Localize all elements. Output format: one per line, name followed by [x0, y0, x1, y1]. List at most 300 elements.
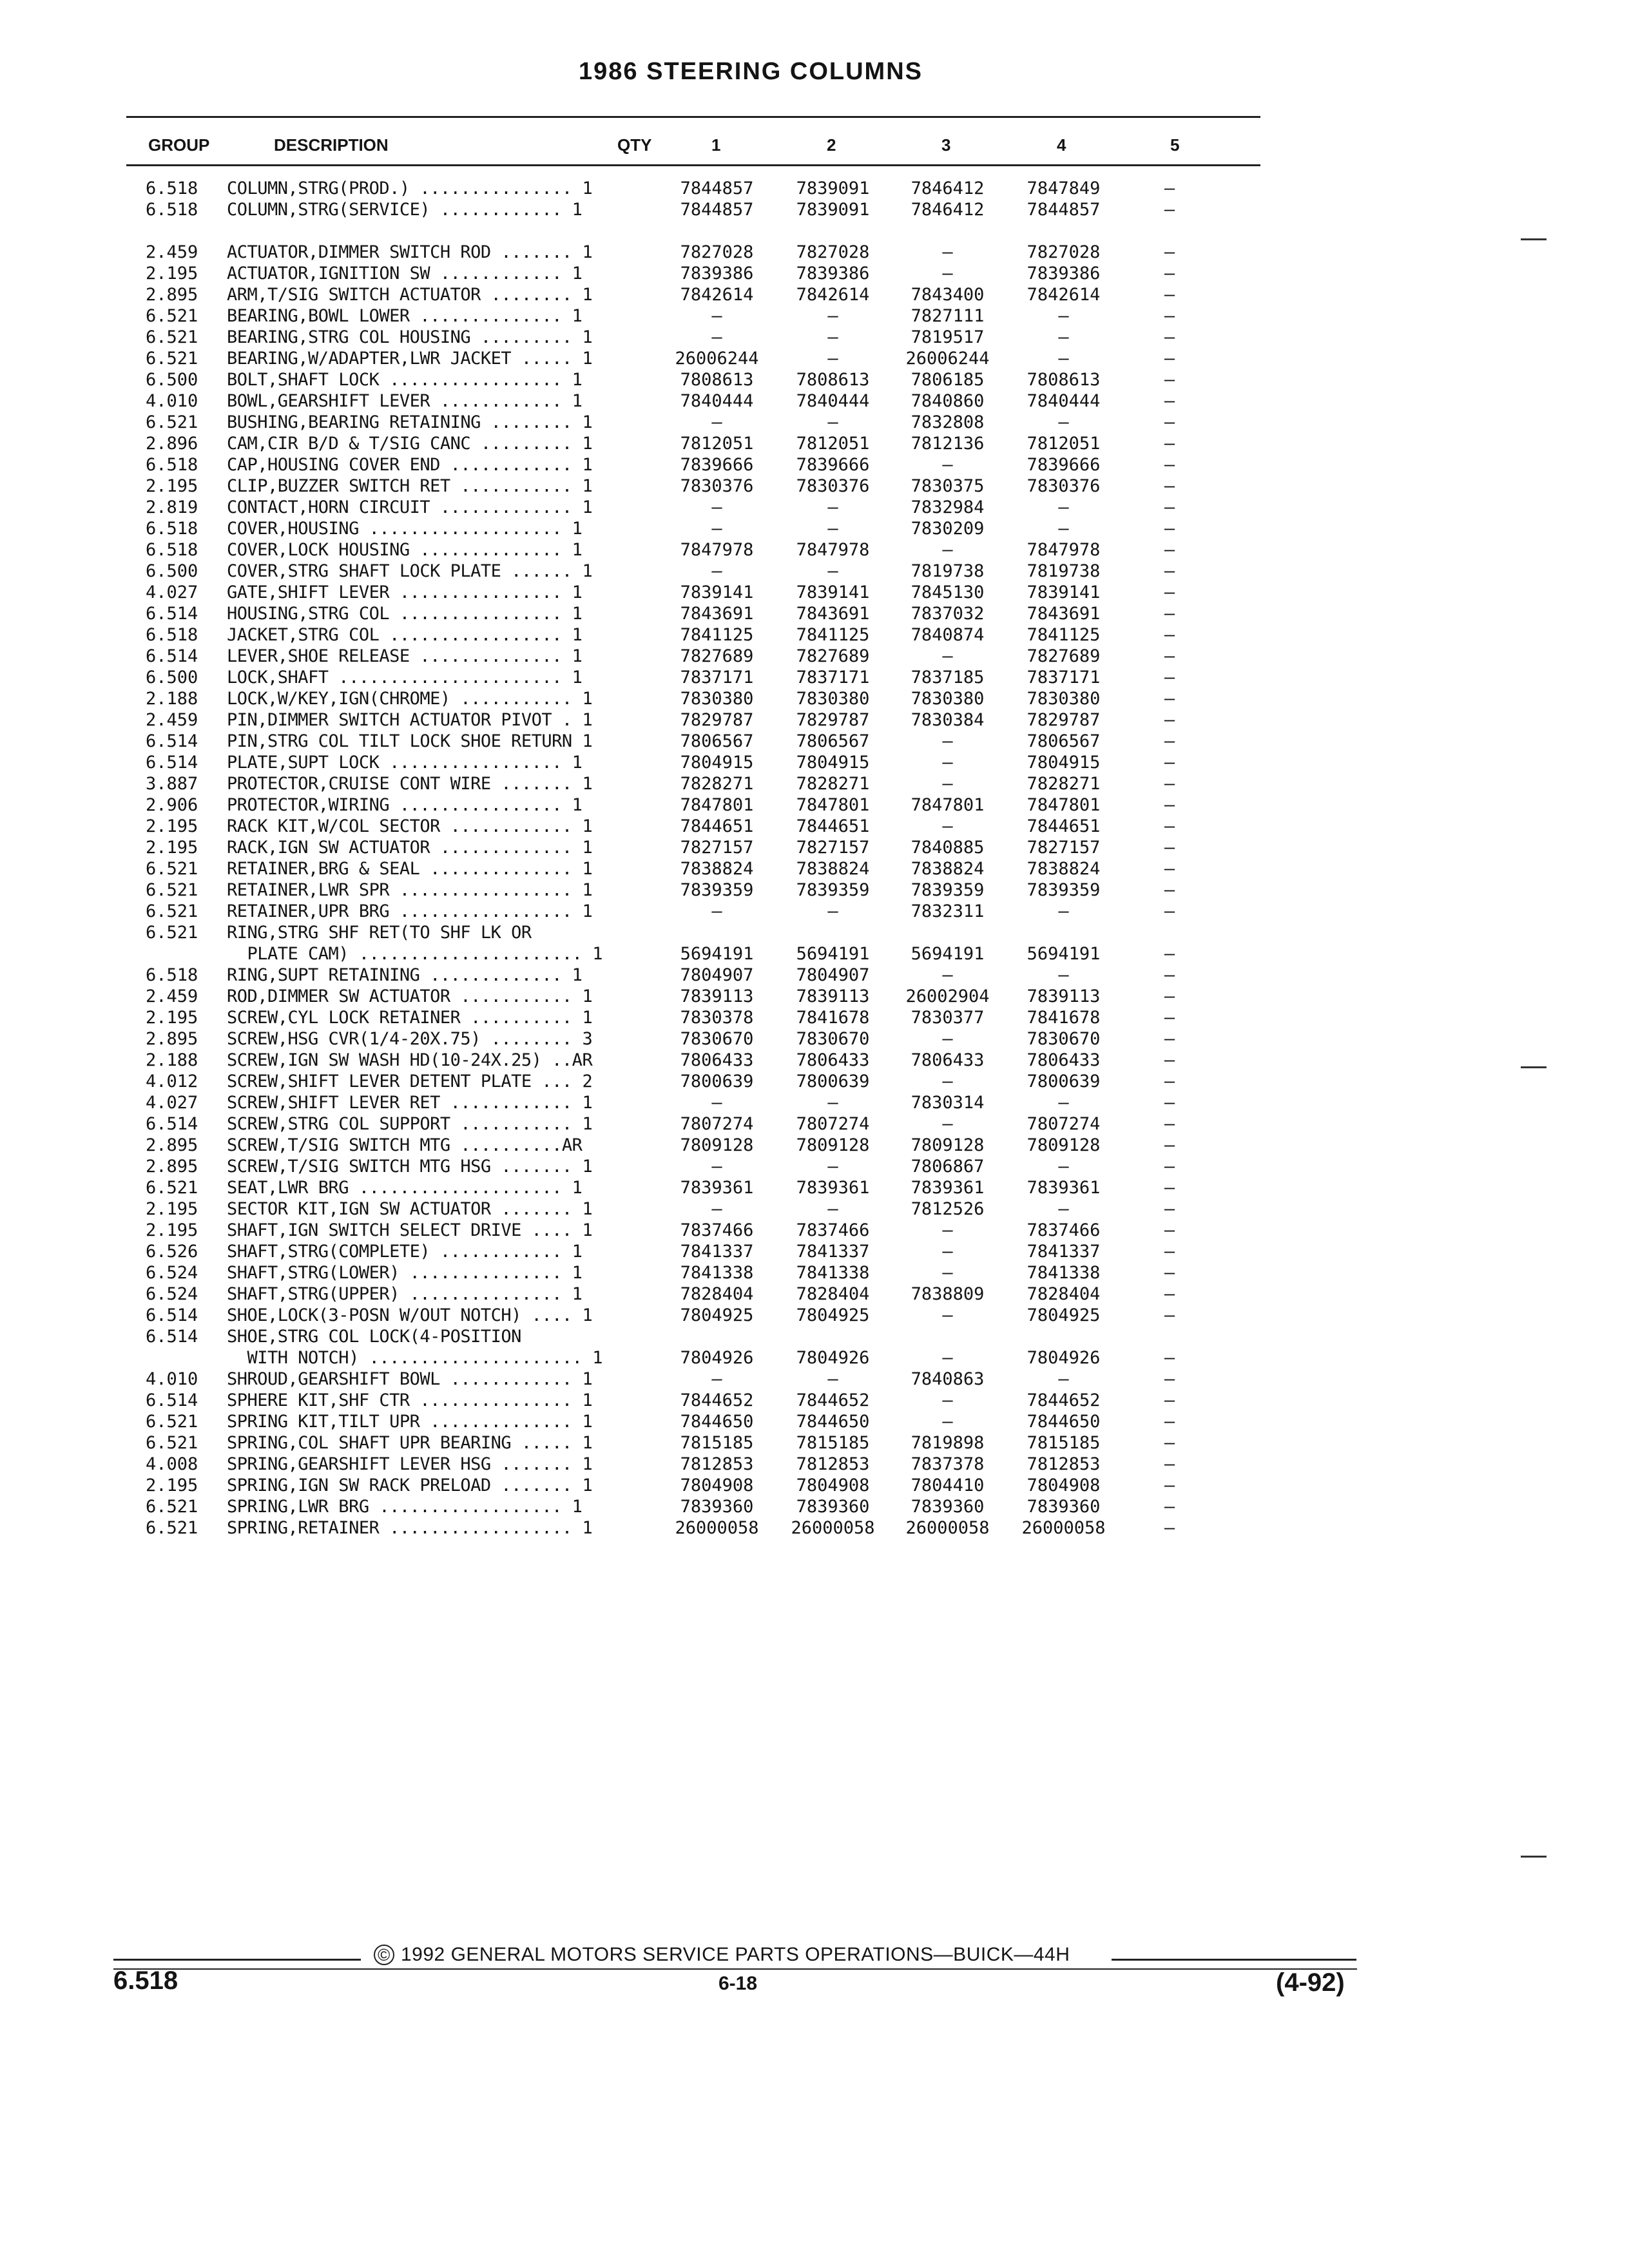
part-number-col-4: 7839386: [1027, 264, 1101, 284]
part-number-col-3: 7804410: [911, 1475, 985, 1495]
table-row: [0, 1390, 1629, 1411]
group-code: 2.896: [146, 434, 198, 454]
part-number-col-1: 7844857: [680, 200, 754, 220]
part-number-col-1: 7839359: [680, 880, 754, 900]
group-code: 2.906: [146, 795, 198, 815]
part-number-col-4: 7837171: [1027, 668, 1101, 687]
table-row: [0, 412, 1629, 433]
part-number-col-2: 7827157: [796, 838, 870, 858]
part-number-col-1: —: [711, 497, 722, 517]
part-number-col-5: —: [1164, 200, 1175, 220]
table-row: [0, 816, 1629, 837]
part-number-col-3: 7840863: [911, 1369, 985, 1389]
part-number-col-1: —: [711, 1157, 722, 1177]
part-number-col-4: 7844857: [1027, 200, 1101, 220]
part-number-col-3: —: [942, 1305, 953, 1325]
part-number-col-1: 7830378: [680, 1008, 754, 1028]
group-code: 2.895: [146, 285, 198, 305]
table-row: [0, 1283, 1629, 1305]
group-code: 4.012: [146, 1072, 198, 1091]
group-code: 6.521: [146, 1433, 198, 1453]
table-row: [0, 752, 1629, 773]
part-number-col-1: 7804908: [680, 1475, 754, 1495]
part-number-col-5: —: [1164, 731, 1175, 751]
part-description: RING,SUPT RETAINING ............. 1: [227, 965, 583, 985]
part-number-col-1: 7839386: [680, 264, 754, 284]
part-number-col-4: 7807274: [1027, 1114, 1101, 1134]
part-number-col-4: 7839141: [1027, 582, 1101, 602]
part-number-col-5: —: [1164, 901, 1175, 921]
part-number-col-2: 7841338: [796, 1263, 870, 1283]
part-number-col-3: 7837378: [911, 1454, 985, 1474]
part-description: SPRING KIT,TILT UPR .............. 1: [227, 1412, 593, 1432]
part-number-col-4: 5694191: [1027, 944, 1101, 964]
part-description: SPRING,LWR BRG .................. 1: [227, 1497, 583, 1517]
part-number-col-4: 7828404: [1027, 1284, 1101, 1304]
part-description: SPRING,GEARSHIFT LEVER HSG ....... 1: [227, 1454, 593, 1474]
part-description: SHOE,STRG COL LOCK(4-POSITION: [227, 1327, 521, 1347]
group-code: 6.514: [146, 646, 198, 666]
part-number-col-5: —: [1164, 370, 1175, 390]
part-number-col-1: 7827689: [680, 646, 754, 666]
table-row: [0, 943, 1629, 965]
part-number-col-3: —: [942, 1348, 953, 1368]
table-row: [0, 1517, 1629, 1539]
part-number-col-5: —: [1164, 1242, 1175, 1262]
table-row: [0, 1092, 1629, 1113]
part-number-col-1: 7827157: [680, 838, 754, 858]
page-title: 1986 STEERING COLUMNS: [579, 58, 923, 85]
col-header-2: 2: [827, 135, 836, 155]
part-description: ARM,T/SIG SWITCH ACTUATOR ........ 1: [227, 285, 593, 305]
part-description: BOLT,SHAFT LOCK ................. 1: [227, 370, 583, 390]
part-description: SPHERE KIT,SHF CTR ............... 1: [227, 1390, 593, 1410]
table-row: [0, 667, 1629, 688]
part-number-col-4: 7829787: [1027, 710, 1101, 730]
part-number-col-1: —: [711, 1093, 722, 1113]
group-code: 2.195: [146, 1220, 198, 1240]
part-number-col-2: 7829787: [796, 710, 870, 730]
part-number-col-1: —: [711, 306, 722, 326]
part-number-col-4: 7839666: [1027, 455, 1101, 475]
table-row: [0, 1475, 1629, 1496]
part-description: COLUMN,STRG(PROD.) ............... 1: [227, 178, 593, 198]
part-description: SHAFT,STRG(UPPER) ............... 1: [227, 1284, 583, 1304]
part-number-col-4: 7804915: [1027, 753, 1101, 773]
part-number-col-4: 7841678: [1027, 1008, 1101, 1028]
part-number-col-3: —: [942, 965, 953, 985]
col-header-3: 3: [941, 135, 951, 155]
part-number-col-4: —: [1058, 965, 1069, 985]
part-number-col-4: —: [1058, 306, 1069, 326]
part-number-col-1: —: [711, 901, 722, 921]
part-number-col-3: 7819738: [911, 561, 985, 581]
part-description: ACTUATOR,IGNITION SW ............ 1: [227, 264, 583, 284]
part-description: CLIP,BUZZER SWITCH RET ........... 1: [227, 476, 593, 496]
part-number-col-1: 7812051: [680, 434, 754, 454]
part-number-col-3: —: [942, 753, 953, 773]
table-row: [0, 539, 1629, 561]
part-number-col-1: 5694191: [680, 944, 754, 964]
group-code: 6.524: [146, 1263, 198, 1283]
part-number-col-1: 7807274: [680, 1114, 754, 1134]
part-number-col-2: 7839141: [796, 582, 870, 602]
part-description: PROTECTOR,CRUISE CONT WIRE ....... 1: [227, 774, 593, 794]
part-description: SCREW,HSG CVR(1/4-20X.75) ........ 3: [227, 1029, 593, 1049]
part-number-col-3: —: [942, 1029, 953, 1049]
part-number-col-4: 7840444: [1027, 391, 1101, 411]
part-number-col-5: —: [1164, 540, 1175, 560]
part-number-col-3: —: [942, 774, 953, 794]
part-number-col-3: —: [942, 816, 953, 836]
part-number-col-2: —: [827, 901, 838, 921]
part-number-col-5: —: [1164, 986, 1175, 1006]
part-number-col-2: —: [827, 1157, 838, 1177]
table-row: [0, 327, 1629, 348]
table-row: [0, 178, 1629, 199]
part-number-col-4: 26000058: [1021, 1518, 1106, 1538]
table-row: [0, 1347, 1629, 1369]
part-number-col-2: 7815185: [796, 1433, 870, 1453]
part-number-col-1: 7804925: [680, 1305, 754, 1325]
part-number-col-5: —: [1164, 412, 1175, 432]
part-number-col-3: 26000058: [905, 1518, 990, 1538]
part-number-col-2: 7839360: [796, 1497, 870, 1517]
group-code: 6.521: [146, 901, 198, 921]
part-number-col-2: 7841337: [796, 1242, 870, 1262]
group-code: 2.195: [146, 816, 198, 836]
table-row: [0, 1454, 1629, 1475]
part-number-col-1: —: [711, 561, 722, 581]
part-number-col-4: —: [1058, 1369, 1069, 1389]
part-description: HOUSING,STRG COL ................ 1: [227, 604, 583, 624]
part-number-col-4: 7842614: [1027, 285, 1101, 305]
group-code: 2.819: [146, 497, 198, 517]
part-number-col-2: 7839359: [796, 880, 870, 900]
part-number-col-2: 7841125: [796, 625, 870, 645]
part-number-col-1: 7837466: [680, 1220, 754, 1240]
part-number-col-3: 7840860: [911, 391, 985, 411]
part-number-col-2: —: [827, 1369, 838, 1389]
part-number-col-5: —: [1164, 306, 1175, 326]
part-number-col-4: 7841337: [1027, 1242, 1101, 1262]
part-number-col-5: —: [1164, 1390, 1175, 1410]
part-number-col-2: —: [827, 327, 838, 347]
table-row: [0, 646, 1629, 667]
part-number-col-4: 7844651: [1027, 816, 1101, 836]
group-code: 6.514: [146, 753, 198, 773]
part-number-col-2: 7843691: [796, 604, 870, 624]
part-number-col-3: 7819517: [911, 327, 985, 347]
part-number-col-4: 7819738: [1027, 561, 1101, 581]
table-row: [0, 1369, 1629, 1390]
part-number-col-4: —: [1058, 1157, 1069, 1177]
part-number-col-3: 7832311: [911, 901, 985, 921]
table-row: [0, 369, 1629, 390]
table-row: [0, 603, 1629, 624]
part-number-col-2: 7806433: [796, 1050, 870, 1070]
part-number-col-2: 7839091: [796, 200, 870, 220]
table-row: [0, 1113, 1629, 1135]
part-number-col-1: 7806567: [680, 731, 754, 751]
part-description: SHAFT,IGN SWITCH SELECT DRIVE .... 1: [227, 1220, 593, 1240]
part-number-col-3: 7843400: [911, 285, 985, 305]
part-number-col-1: 7806433: [680, 1050, 754, 1070]
part-description: COLUMN,STRG(SERVICE) ............ 1: [227, 200, 583, 220]
table-row: [0, 922, 1629, 943]
part-number-col-1: 7808613: [680, 370, 754, 390]
group-code: 2.195: [146, 264, 198, 284]
part-description: BUSHING,BEARING RETAINING ........ 1: [227, 412, 593, 432]
part-description: BOWL,GEARSHIFT LEVER ............ 1: [227, 391, 583, 411]
part-number-col-5: —: [1164, 668, 1175, 687]
part-number-col-2: 7838824: [796, 859, 870, 879]
part-number-col-3: 7847801: [911, 795, 985, 815]
parts-table: [0, 178, 1629, 1539]
part-number-col-4: 7847978: [1027, 540, 1101, 560]
part-description: ROD,DIMMER SW ACTUATOR ........... 1: [227, 986, 593, 1006]
part-number-col-5: —: [1164, 455, 1175, 475]
part-number-col-4: 7837466: [1027, 1220, 1101, 1240]
part-number-col-2: 7830670: [796, 1029, 870, 1049]
part-number-col-5: —: [1164, 434, 1175, 454]
table-row: [0, 1135, 1629, 1156]
part-description: SCREW,IGN SW WASH HD(10-24X.25) ..AR: [227, 1050, 593, 1070]
part-number-col-2: 26000058: [791, 1518, 875, 1538]
part-description: RACK,IGN SW ACTUATOR ............. 1: [227, 838, 593, 858]
part-number-col-5: —: [1164, 519, 1175, 539]
part-number-col-2: 7804926: [796, 1348, 870, 1368]
table-row: [0, 476, 1629, 497]
part-number-col-5: —: [1164, 795, 1175, 815]
group-code: 6.521: [146, 859, 198, 879]
table-row: [0, 284, 1629, 305]
part-description: SCREW,CYL LOCK RETAINER .......... 1: [227, 1008, 593, 1028]
part-number-col-1: 7830380: [680, 689, 754, 709]
part-number-col-5: —: [1164, 1114, 1175, 1134]
table-row: [0, 1050, 1629, 1071]
part-number-col-3: 7840885: [911, 838, 985, 858]
part-number-col-2: —: [827, 412, 838, 432]
part-number-col-2: 7812853: [796, 1454, 870, 1474]
part-number-col-3: 7812526: [911, 1199, 985, 1219]
part-number-col-3: 26006244: [905, 349, 990, 369]
group-code: 2.459: [146, 242, 198, 262]
part-number-col-4: 7806567: [1027, 731, 1101, 751]
group-code: 6.514: [146, 1327, 198, 1347]
part-number-col-5: —: [1164, 1348, 1175, 1368]
page-number: 6-18: [718, 1973, 758, 1994]
group-code: 6.521: [146, 880, 198, 900]
part-number-col-4: 7828271: [1027, 774, 1101, 794]
group-code: 2.195: [146, 1008, 198, 1028]
part-number-col-1: 7828404: [680, 1284, 754, 1304]
col-header-group: GROUP: [148, 135, 210, 155]
part-number-col-1: —: [711, 327, 722, 347]
group-code: 2.195: [146, 838, 198, 858]
footer-rule-right: [1112, 1959, 1356, 1961]
part-description: PIN,DIMMER SWITCH ACTUATOR PIVOT . 1: [227, 710, 593, 730]
part-number-col-2: 7827028: [796, 242, 870, 262]
part-number-col-5: —: [1164, 1369, 1175, 1389]
part-number-col-1: 7804926: [680, 1348, 754, 1368]
part-number-col-4: 7838824: [1027, 859, 1101, 879]
part-number-col-2: 7828271: [796, 774, 870, 794]
part-number-col-3: 7839359: [911, 880, 985, 900]
part-number-col-2: —: [827, 306, 838, 326]
col-header-qty: QTY: [617, 135, 652, 155]
part-number-col-4: 7806433: [1027, 1050, 1101, 1070]
group-code: 6.518: [146, 965, 198, 985]
part-description: SHAFT,STRG(COMPLETE) ............ 1: [227, 1242, 583, 1262]
part-description: SEAT,LWR BRG .................... 1: [227, 1178, 583, 1198]
part-number-col-5: —: [1164, 264, 1175, 284]
part-number-col-3: 5694191: [911, 944, 985, 964]
part-number-col-2: 7808613: [796, 370, 870, 390]
part-number-col-2: —: [827, 519, 838, 539]
part-number-col-1: 26000058: [675, 1518, 759, 1538]
footer-rule: [113, 1968, 1357, 1970]
part-number-col-1: 7842614: [680, 285, 754, 305]
part-number-col-2: 7844652: [796, 1390, 870, 1410]
part-number-col-4: 7815185: [1027, 1433, 1101, 1453]
table-row: [0, 901, 1629, 922]
part-description: COVER,HOUSING ................... 1: [227, 519, 583, 539]
part-number-col-2: 7800639: [796, 1072, 870, 1091]
group-code: 6.514: [146, 1114, 198, 1134]
part-number-col-3: 7832984: [911, 497, 985, 517]
part-number-col-4: —: [1058, 519, 1069, 539]
table-row: [0, 879, 1629, 901]
part-number-col-1: 7841338: [680, 1263, 754, 1283]
part-number-col-4: 7830380: [1027, 689, 1101, 709]
col-header-5: 5: [1170, 135, 1180, 155]
table-row: [0, 624, 1629, 646]
table-row: [0, 497, 1629, 518]
part-number-col-1: 26006244: [675, 349, 759, 369]
part-number-col-2: 7812051: [796, 434, 870, 454]
part-number-col-3: 7827111: [911, 306, 985, 326]
group-code: 4.027: [146, 1093, 198, 1113]
table-row: [0, 1198, 1629, 1220]
part-description: RACK KIT,W/COL SECTOR ............ 1: [227, 816, 593, 836]
part-number-col-1: 7829787: [680, 710, 754, 730]
part-number-col-4: 7844650: [1027, 1412, 1101, 1432]
part-description: CONTACT,HORN CIRCUIT ............. 1: [227, 497, 593, 517]
col-header-description: DESCRIPTION: [274, 135, 389, 155]
part-number-col-2: 7847801: [796, 795, 870, 815]
part-number-col-2: —: [827, 1093, 838, 1113]
part-number-col-2: 7839361: [796, 1178, 870, 1198]
part-number-col-2: 7806567: [796, 731, 870, 751]
part-number-col-4: 7827157: [1027, 838, 1101, 858]
part-number-col-1: —: [711, 412, 722, 432]
part-number-col-5: —: [1164, 285, 1175, 305]
part-description: SCREW,SHIFT LEVER RET ............ 1: [227, 1093, 593, 1113]
table-row: [0, 348, 1629, 369]
table-row: [0, 561, 1629, 582]
part-number-col-3: —: [942, 731, 953, 751]
table-row: [0, 1220, 1629, 1241]
part-number-col-4: —: [1058, 327, 1069, 347]
part-number-col-3: —: [942, 1263, 953, 1283]
table-row: [0, 1432, 1629, 1454]
part-number-col-2: 7839666: [796, 455, 870, 475]
part-description: PIN,STRG COL TILT LOCK SHOE RETURN 1: [227, 731, 593, 751]
group-code: 6.518: [146, 625, 198, 645]
part-number-col-1: 7839361: [680, 1178, 754, 1198]
section-number: 6.518: [113, 1966, 178, 1995]
group-code: 6.514: [146, 604, 198, 624]
group-code: 2.195: [146, 1475, 198, 1495]
part-description: RETAINER,UPR BRG ................. 1: [227, 901, 593, 921]
part-number-col-3: 7830209: [911, 519, 985, 539]
part-description: LOCK,SHAFT ...................... 1: [227, 668, 583, 687]
part-number-col-1: 7827028: [680, 242, 754, 262]
part-description: CAP,HOUSING COVER END ............ 1: [227, 455, 593, 475]
part-number-col-5: —: [1164, 1072, 1175, 1091]
part-number-col-5: —: [1164, 689, 1175, 709]
table-row: [0, 1028, 1629, 1050]
part-number-col-4: —: [1058, 349, 1069, 369]
part-description: SCREW,STRG COL SUPPORT ........... 1: [227, 1114, 593, 1134]
part-number-col-5: —: [1164, 625, 1175, 645]
group-code: 6.500: [146, 561, 198, 581]
part-number-col-4: —: [1058, 1093, 1069, 1113]
part-number-col-3: 7839361: [911, 1178, 985, 1198]
part-number-col-1: —: [711, 519, 722, 539]
group-code: 6.518: [146, 178, 198, 198]
part-number-col-3: —: [942, 646, 953, 666]
part-number-col-2: 7804907: [796, 965, 870, 985]
part-number-col-1: —: [711, 1199, 722, 1219]
part-number-col-4: 7839361: [1027, 1178, 1101, 1198]
part-description: PLATE CAM) ...................... 1: [227, 944, 602, 964]
part-number-col-3: —: [942, 1072, 953, 1091]
part-number-col-2: 7842614: [796, 285, 870, 305]
part-number-col-2: 7827689: [796, 646, 870, 666]
group-code: 6.514: [146, 731, 198, 751]
part-number-col-3: 7830380: [911, 689, 985, 709]
part-number-col-3: —: [942, 242, 953, 262]
part-number-col-3: 7830377: [911, 1008, 985, 1028]
group-code: 4.010: [146, 1369, 198, 1389]
part-number-col-4: 7830670: [1027, 1029, 1101, 1049]
copyright-text: 1992 GENERAL MOTORS SERVICE PARTS OPERATIONS—BUICK—44H: [401, 1944, 1070, 1965]
part-description: COVER,STRG SHAFT LOCK PLATE ...... 1: [227, 561, 593, 581]
part-description: COVER,LOCK HOUSING .............. 1: [227, 540, 583, 560]
part-number-col-4: 7804908: [1027, 1475, 1101, 1495]
part-number-col-4: 7812853: [1027, 1454, 1101, 1474]
table-row: [0, 433, 1629, 454]
part-number-col-2: 7804908: [796, 1475, 870, 1495]
part-number-col-2: 7840444: [796, 391, 870, 411]
part-number-col-5: —: [1164, 476, 1175, 496]
part-number-col-3: —: [942, 1220, 953, 1240]
part-description: ACTUATOR,DIMMER SWITCH ROD ....... 1: [227, 242, 593, 262]
part-number-col-5: —: [1164, 497, 1175, 517]
part-number-col-5: —: [1164, 1518, 1175, 1538]
table-row: [0, 986, 1629, 1007]
table-row: [0, 731, 1629, 752]
part-number-col-5: —: [1164, 1305, 1175, 1325]
table-row: [0, 242, 1629, 263]
part-number-col-1: 7843691: [680, 604, 754, 624]
part-number-col-4: 7847801: [1027, 795, 1101, 815]
part-number-col-5: —: [1164, 178, 1175, 198]
part-number-col-4: 7847849: [1027, 178, 1101, 198]
part-number-col-1: 7800639: [680, 1072, 754, 1091]
